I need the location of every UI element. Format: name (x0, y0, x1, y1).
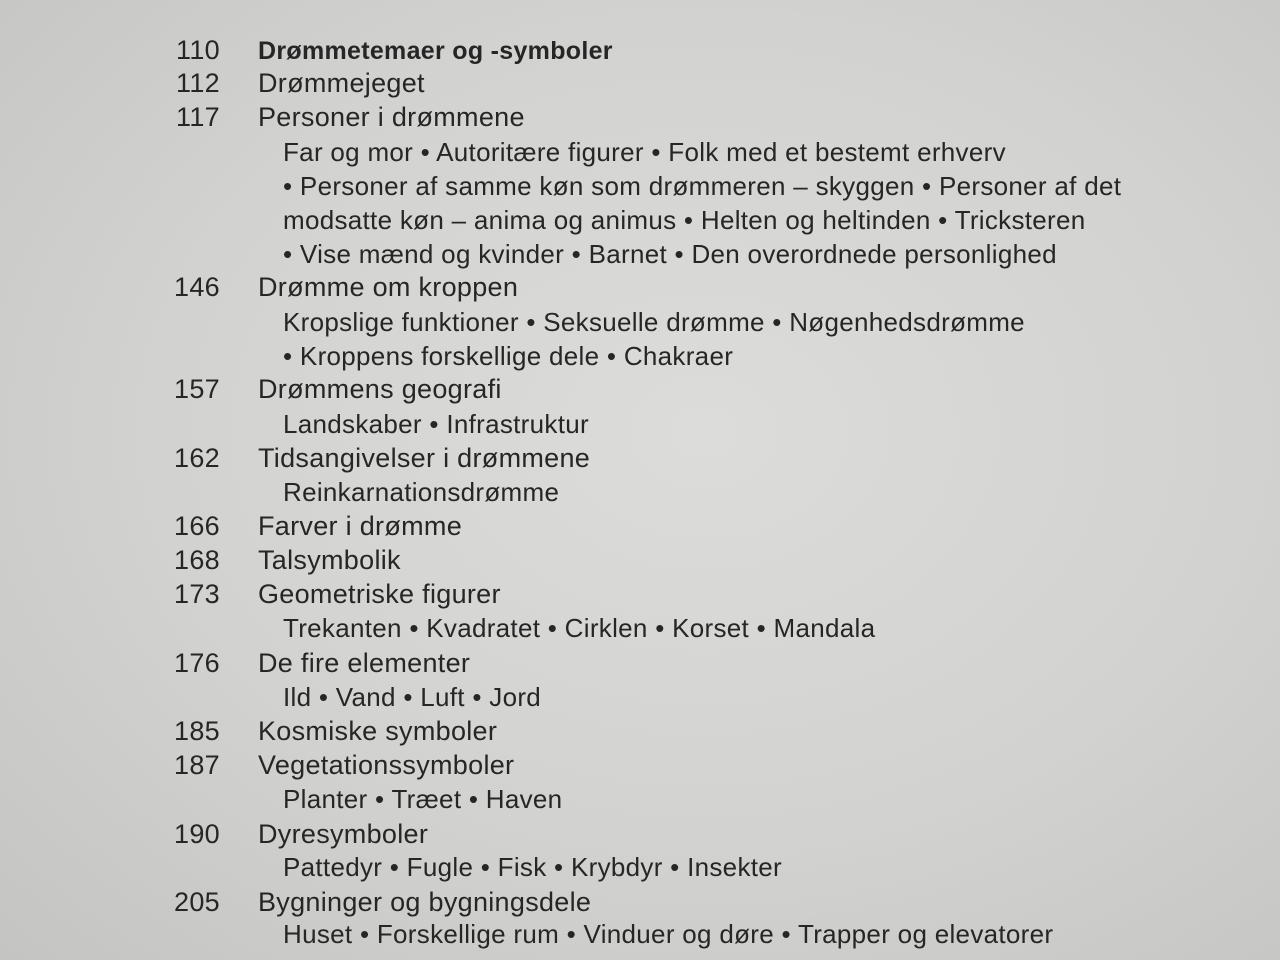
toc-subtopics-line: Reinkarnationsdrømme (283, 477, 560, 507)
toc-page-number: 157 (174, 374, 220, 404)
toc-page-number: 112 (176, 68, 220, 98)
toc-subtopics-line: Ild • Vand • Luft • Jord (283, 682, 542, 712)
toc-chapter-title: Geometriske figurer (258, 579, 501, 609)
toc-page-number: 173 (174, 579, 220, 609)
toc-page-number: 168 (174, 545, 220, 575)
toc-subtopics-line: Huset • Forskellige rum • Vinduer og døre • Trapper og elevatorer (283, 919, 1054, 949)
toc-chapter-title: Farver i drømme (258, 511, 463, 541)
toc-subtopics-line: • Vise mænd og kvinder • Barnet • Den overordnede personlighed (283, 239, 1057, 269)
toc-page-number: 166 (174, 511, 220, 541)
toc-subtopics-line: Pattedyr • Fugle • Fisk • Krybdyr • Insekter (283, 852, 782, 882)
toc-subtopics-line: Far og mor • Autoritære figurer • Folk med et bestemt erhverv (283, 137, 1006, 167)
toc-subtopics-line: Planter • Træet • Haven (283, 784, 563, 814)
toc-chapter-title: Kosmiske symboler (258, 716, 498, 746)
toc-page-number: 185 (174, 716, 220, 746)
toc-page-number: 117 (176, 102, 220, 132)
toc-page-number: 162 (174, 443, 220, 473)
toc-page-number: 146 (174, 272, 220, 302)
toc-chapter-title: Personer i drømmene (258, 102, 525, 132)
toc-subtopics-line: Trekanten • Kvadratet • Cirklen • Korset • Mandala (283, 613, 876, 643)
toc-chapter-title: Talsymbolik (258, 545, 401, 575)
toc-section-title: Drømmetemaer og -symboler (258, 37, 613, 65)
toc-chapter-title: Drømmens geografi (258, 374, 502, 404)
toc-chapter-title: De fire elementer (258, 648, 471, 678)
toc-chapter-title: Dyresymboler (258, 819, 429, 849)
toc-page-number: 205 (174, 887, 220, 917)
toc-page-number: 110 (176, 35, 220, 65)
toc-subtopics-line: • Kroppens forskellige dele • Chakraer (283, 341, 734, 371)
toc-subtopics-line: Kropslige funktioner • Seksuelle drømme • Nøgenhedsdrømme (283, 307, 1025, 337)
toc-page-number: 190 (174, 819, 220, 849)
toc-page-number: 187 (174, 750, 220, 780)
toc-chapter-title: Tidsangivelser i drømmene (258, 443, 591, 473)
toc-subtopics-line: Landskaber • Infrastruktur (283, 409, 589, 439)
toc-subtopics-line: modsatte køn – anima og animus • Helten og heltinden • Tricksteren (283, 205, 1086, 235)
toc-chapter-title: Drømmejeget (258, 68, 425, 98)
toc-subtopics-line: • Personer af samme køn som drømmeren – skyggen • Personer af det (283, 171, 1122, 201)
toc-page-number: 176 (174, 648, 220, 678)
toc-chapter-title: Bygninger og bygningsdele (258, 887, 592, 917)
toc-chapter-title: Vegetationssymboler (258, 750, 515, 780)
toc-chapter-title: Drømme om kroppen (258, 272, 519, 302)
